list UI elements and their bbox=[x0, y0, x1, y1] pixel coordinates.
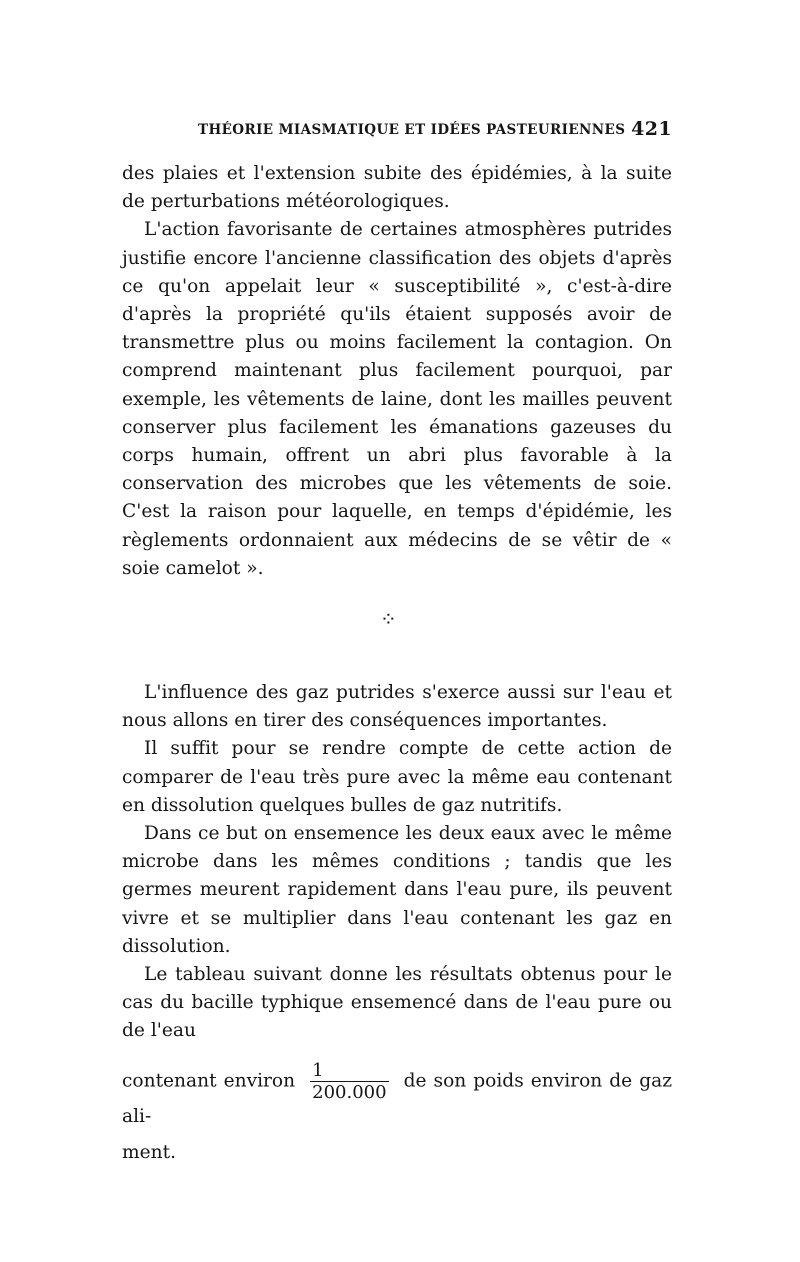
fraction-denominator: 200.000 bbox=[312, 1081, 387, 1103]
paragraph-putrid-gases: L'influence des gaz putrides s'exerce aussi sur l'eau et nous allons en tirer des conséquences importantes. bbox=[122, 682, 672, 732]
book-page bbox=[122, 118, 672, 1167]
fraction-line-after: de son poids environ de gaz ali- bbox=[122, 1070, 672, 1127]
fraction bbox=[310, 1060, 388, 1103]
fraction-numerator: 1 bbox=[310, 1060, 388, 1082]
page-number: 421 bbox=[631, 118, 672, 140]
running-head-title: THÉORIE MIASMATIQUE ET IDÉES PASTEURIENNES bbox=[198, 122, 626, 138]
asterism-ornament: ⁘ bbox=[380, 607, 397, 632]
fraction-line-continuation: ment. bbox=[122, 1141, 176, 1163]
section-separator bbox=[122, 583, 672, 679]
paragraph-table-intro: Le tableau suivant donne les résultats obtenus pour le cas du bacille typhique ensemencé dans de l'eau pure ou de l'eau bbox=[122, 964, 672, 1042]
paragraph-continuation: des plaies et l'extension subite des épidémies, à la suite de perturbations météorologiques. bbox=[122, 163, 672, 213]
paragraph-experiment: Dans ce but on ensemence les deux eaux avec le même microbe dans les mêmes conditions ; tandis que les germes meurent rapidement dans l'eau pure, ils peuvent vivre et se multiplier dans l'eau contenant les gaz en dissolution. bbox=[122, 823, 672, 957]
paragraph-comparison: Il suffit pour se rendre compte de cette action de comparer de l'eau très pure avec la même eau contenant en dissolution quelques bulles de gaz nutritifs. bbox=[122, 738, 672, 816]
fraction-line bbox=[122, 1060, 672, 1131]
paragraph-susceptibility: L'action favorisante de certaines atmosphères putrides justifie encore l'ancienne classification des objets d'après ce qu'on appelait leur « susceptibilité », c'est-à-dire d'après la propriété qu'ils étaient supposés avoir de transmettre plus ou moins facilement la contagion. On comprend maintenant plus facilement pourquoi, par exemple, les vêtements de laine, dont les mailles peuvent conserver plus facilement les émanations gazeuses du corps humain, offrent un abri plus favorable à la conservation des microbes que les vêtements de soie. C'est la raison pour laquelle, en temps d'épidémie, les règlements ordonnaient aux médecins de se vêtir de « soie camelot ». bbox=[122, 219, 672, 579]
fraction-line-before: contenant environ bbox=[122, 1070, 296, 1092]
running-head bbox=[122, 118, 672, 142]
